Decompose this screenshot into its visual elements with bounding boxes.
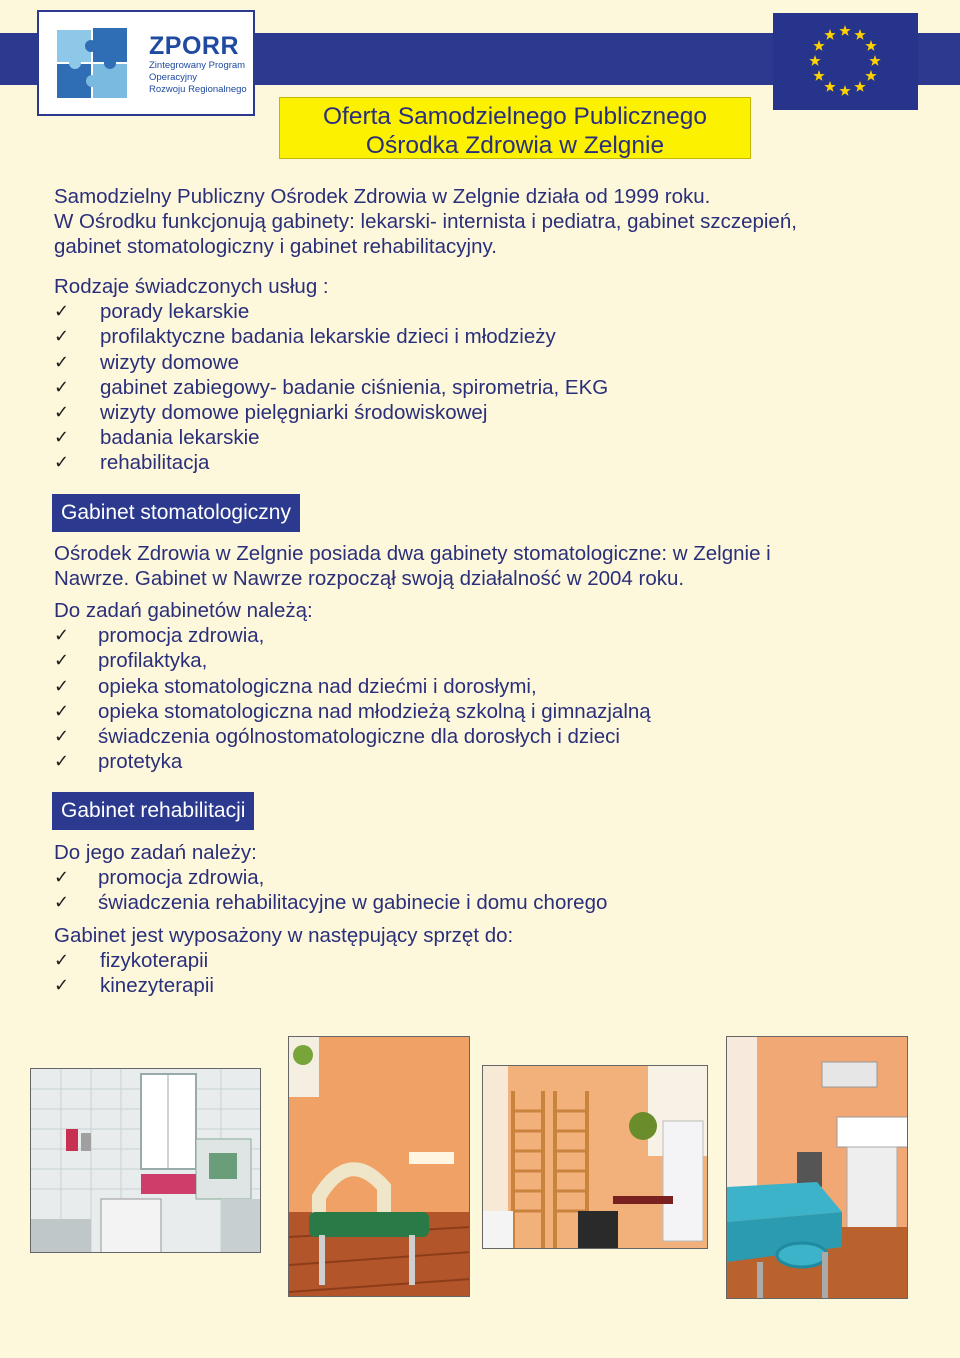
eu-star-icon — [824, 81, 835, 92]
intro-line: W Ośrodku funkcjonują gabinety: lekarski- internista i pediatra, gabinet szczepień, — [54, 210, 797, 233]
checkmark-icon: ✓ — [54, 726, 70, 746]
eu-star-icon — [813, 70, 824, 81]
physiotherapy-room-photo — [288, 1036, 470, 1297]
logo-title: ZPORR — [149, 32, 239, 60]
checkmark-icon: ✓ — [54, 676, 70, 696]
title-line-1: Oferta Samodzielnego Publicznego — [322, 103, 708, 130]
services-heading: Rodzaje świadczonych usług : — [54, 275, 329, 298]
checkmark-icon: ✓ — [54, 352, 70, 372]
intro-line: Samodzielny Publiczny Ośrodek Zdrowia w Zelgnie działa od 1999 roku. — [54, 185, 711, 208]
service-item-label: gabinet zabiegowy- badanie ciśnienia, spirometria, EKG — [100, 376, 609, 399]
service-item-label: porady lekarskie — [100, 300, 250, 323]
eu-star-icon — [869, 55, 880, 66]
page-title — [279, 97, 751, 159]
rehab-item-label: świadczenia rehabilitacyjne w gabinecie i domu chorego — [98, 891, 608, 914]
dental-tasks-heading: Do zadań gabinetów należą: — [54, 599, 313, 622]
rehab-section-header: Gabinet rehabilitacji — [52, 792, 254, 830]
zporr-logo — [37, 10, 255, 116]
eu-star-icon — [839, 85, 850, 96]
logo-subtitle — [149, 60, 247, 96]
service-item-label: badania lekarskie — [100, 426, 260, 449]
dental-item-label: protetyka — [98, 750, 183, 773]
eu-star-icon — [824, 29, 835, 40]
intro-line: gabinet stomatologiczny i gabinet rehabilitacyjny. — [54, 235, 497, 258]
checkmark-icon: ✓ — [54, 867, 70, 887]
puzzle-logo-icon — [55, 26, 131, 102]
eu-star-icon — [809, 55, 820, 66]
service-item-label: profilaktyczne badania lekarskie dzieci i młodzieży — [100, 325, 556, 348]
equipment-item-label: fizykoterapii — [100, 949, 209, 972]
checkmark-icon: ✓ — [54, 751, 70, 771]
checkmark-icon: ✓ — [54, 701, 70, 721]
dental-item-label: świadczenia ogólnostomatologiczne dla dorosłych i dzieci — [98, 725, 620, 748]
checkmark-icon: ✓ — [54, 650, 70, 670]
dental-text-line: Nawrze. Gabinet w Nawrze rozpoczął swoją działalność w 2004 roku. — [54, 567, 685, 590]
dental-item-label: profilaktyka, — [98, 649, 208, 672]
equipment-heading: Gabinet jest wyposażony w następujący sprzęt do: — [54, 924, 514, 947]
eu-star-icon — [839, 25, 850, 36]
eu-flag-icon — [773, 13, 918, 110]
logo-subtitle-line: Operacyjny — [149, 72, 198, 83]
service-item-label: wizyty domowe pielęgniarki środowiskowej — [100, 401, 488, 424]
checkmark-icon: ✓ — [54, 892, 70, 912]
exercise-room-photo — [482, 1065, 708, 1249]
checkmark-icon: ✓ — [54, 301, 70, 321]
checkmark-icon: ✓ — [54, 625, 70, 645]
eu-star-icon — [865, 40, 876, 51]
logo-subtitle-line: Rozwoju Regionalnego — [149, 84, 247, 95]
checkmark-icon: ✓ — [54, 427, 70, 447]
checkmark-icon: ✓ — [54, 950, 70, 970]
dental-section-header: Gabinet stomatologiczny — [52, 494, 300, 532]
treatment-room-photo — [726, 1036, 908, 1299]
equipment-item-label: kinezyterapii — [100, 974, 214, 997]
title-line-2: Ośrodka Zdrowia w Zelgnie — [365, 132, 665, 159]
dental-item-label: opieka stomatologiczna nad młodzieżą szkolną i gimnazjalną — [98, 700, 651, 723]
service-item-label: wizyty domowe — [100, 351, 239, 374]
eu-star-icon — [854, 29, 865, 40]
checkmark-icon: ✓ — [54, 326, 70, 346]
dental-item-label: promocja zdrowia, — [98, 624, 265, 647]
rehab-item-label: promocja zdrowia, — [98, 866, 265, 889]
dental-office-photo — [30, 1068, 261, 1253]
dental-item-label: opieka stomatologiczna nad dziećmi i dorosłymi, — [98, 675, 537, 698]
checkmark-icon: ✓ — [54, 377, 70, 397]
service-item-label: rehabilitacja — [100, 451, 210, 474]
checkmark-icon: ✓ — [54, 452, 70, 472]
checkmark-icon: ✓ — [54, 402, 70, 422]
dental-text-line: Ośrodek Zdrowia w Zelgnie posiada dwa gabinety stomatologiczne: w Zelgnie i — [54, 542, 771, 565]
rehab-tasks-heading: Do jego zadań należy: — [54, 841, 257, 864]
logo-subtitle-line: Zintegrowany Program — [149, 60, 246, 71]
eu-star-icon — [813, 40, 824, 51]
eu-star-icon — [854, 81, 865, 92]
checkmark-icon: ✓ — [54, 975, 70, 995]
eu-star-icon — [865, 70, 876, 81]
